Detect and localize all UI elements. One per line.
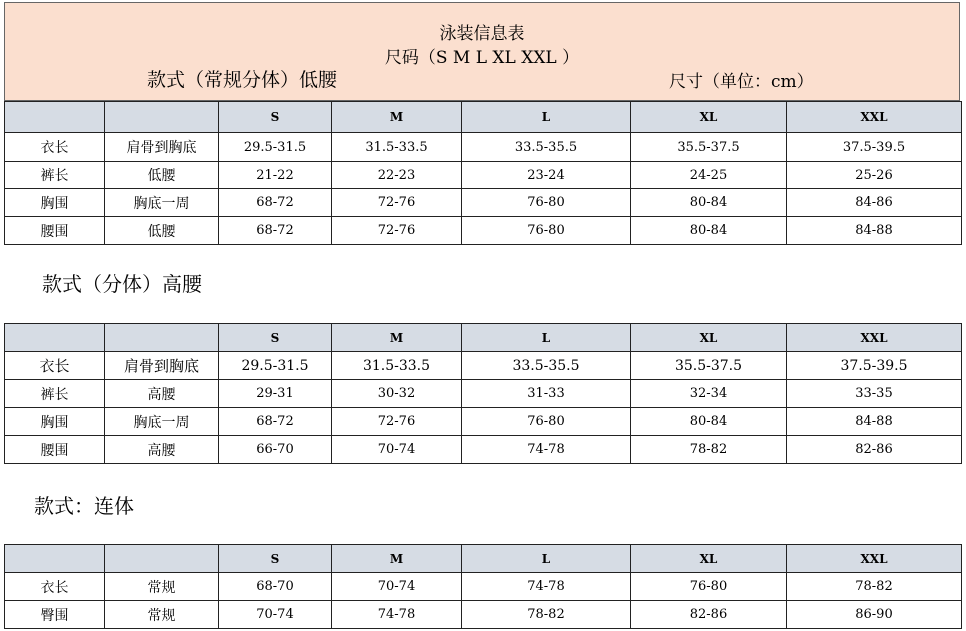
value-cell: 68-72 [219,217,332,245]
measure-desc: 胸底一周 [105,189,219,217]
value-cell: 72-76 [332,189,462,217]
measure-name: 裤长 [5,380,105,408]
value-cell: 76-80 [462,189,631,217]
value-cell: 24-25 [631,162,787,189]
measure-name: 腰围 [5,217,105,245]
measure-desc: 常规 [105,573,219,601]
measure-desc: 低腰 [105,217,219,245]
value-cell: 23-24 [462,162,631,189]
size-header-s: S [219,102,332,133]
measure-desc: 肩骨到胸底 [105,352,219,380]
value-cell: 74-78 [332,601,462,629]
value-cell: 74-78 [462,436,631,464]
size-header-row [5,324,962,352]
value-cell: 86-90 [787,601,962,629]
unit-label: 尺寸（单位：cm） [669,72,814,92]
value-cell: 84-88 [787,217,962,245]
size-table-one-piece [4,544,962,629]
value-cell: 72-76 [332,217,462,245]
blank-header-cell [105,102,219,133]
table-row [5,133,962,162]
value-cell: 76-80 [631,573,787,601]
value-cell: 72-76 [332,408,462,436]
table-row [5,573,962,601]
sheet-header [4,2,960,101]
size-header-row [5,102,962,133]
table-row [5,408,962,436]
value-cell: 31-33 [462,380,631,408]
blank-header-cell [5,102,105,133]
table-row [5,162,962,189]
measure-name: 臀围 [5,601,105,629]
size-header-m: M [332,324,462,352]
measure-desc: 肩骨到胸底 [105,133,219,162]
size-header-l: L [462,545,631,573]
value-cell: 37.5-39.5 [787,352,962,380]
size-table-low-waist [4,101,962,245]
blank-header-cell [105,545,219,573]
measure-desc: 高腰 [105,436,219,464]
section-title-high-waist: 款式（分体）高腰 [42,272,202,296]
value-cell: 80-84 [631,217,787,245]
value-cell: 35.5-37.5 [631,133,787,162]
value-cell: 22-23 [332,162,462,189]
measure-name: 胸围 [5,408,105,436]
size-header-xxl: XXL [787,102,962,133]
value-cell: 21-22 [219,162,332,189]
value-cell: 33.5-35.5 [462,133,631,162]
measure-name: 胸围 [5,189,105,217]
value-cell: 32-34 [631,380,787,408]
measure-desc: 低腰 [105,162,219,189]
size-header-s: S [219,545,332,573]
size-header-xl: XL [631,324,787,352]
sheet-title: 泳装信息表 [439,24,525,44]
size-header-l: L [462,102,631,133]
table-row [5,189,962,217]
value-cell: 84-86 [787,189,962,217]
blank-header-cell [105,324,219,352]
value-cell: 84-88 [787,408,962,436]
blank-header-cell [5,545,105,573]
table-row [5,436,962,464]
measure-name: 衣长 [5,133,105,162]
measure-name: 腰围 [5,436,105,464]
value-cell: 78-82 [631,436,787,464]
value-cell: 29-31 [219,380,332,408]
value-cell: 70-74 [219,601,332,629]
value-cell: 66-70 [219,436,332,464]
section-title-one-piece: 款式：连体 [34,494,134,518]
value-cell: 31.5-33.5 [332,352,462,380]
value-cell: 70-74 [332,436,462,464]
size-table-high-waist [4,323,962,464]
size-header-l: L [462,324,631,352]
value-cell: 30-32 [332,380,462,408]
value-cell: 68-72 [219,189,332,217]
value-cell: 33-35 [787,380,962,408]
value-cell: 80-84 [631,408,787,436]
value-cell: 76-80 [462,217,631,245]
measure-desc: 常规 [105,601,219,629]
size-header-s: S [219,324,332,352]
value-cell: 78-82 [787,573,962,601]
table-row [5,217,962,245]
measure-desc: 胸底一周 [105,408,219,436]
value-cell: 80-84 [631,189,787,217]
value-cell: 35.5-37.5 [631,352,787,380]
style-low-waist-label: 款式（常规分体）低腰 [147,69,338,91]
value-cell: 29.5-31.5 [219,352,332,380]
table-row [5,380,962,408]
value-cell: 78-82 [462,601,631,629]
measure-desc: 高腰 [105,380,219,408]
value-cell: 76-80 [462,408,631,436]
size-header-xxl: XXL [787,545,962,573]
value-cell: 82-86 [787,436,962,464]
measure-name: 衣长 [5,573,105,601]
value-cell: 33.5-35.5 [462,352,631,380]
value-cell: 31.5-33.5 [332,133,462,162]
blank-header-cell [5,324,105,352]
size-header-xxl: XXL [787,324,962,352]
table-row [5,352,962,380]
value-cell: 25-26 [787,162,962,189]
size-header-m: M [332,545,462,573]
size-header-xl: XL [631,102,787,133]
value-cell: 68-72 [219,408,332,436]
value-cell: 68-70 [219,573,332,601]
measure-name: 裤长 [5,162,105,189]
size-header-row [5,545,962,573]
size-header-xl: XL [631,545,787,573]
table-row [5,601,962,629]
value-cell: 29.5-31.5 [219,133,332,162]
size-header-m: M [332,102,462,133]
measure-name: 衣长 [5,352,105,380]
size-range-label: 尺码（S M L XL XXL ） [384,48,580,68]
value-cell: 70-74 [332,573,462,601]
value-cell: 74-78 [462,573,631,601]
value-cell: 37.5-39.5 [787,133,962,162]
value-cell: 82-86 [631,601,787,629]
